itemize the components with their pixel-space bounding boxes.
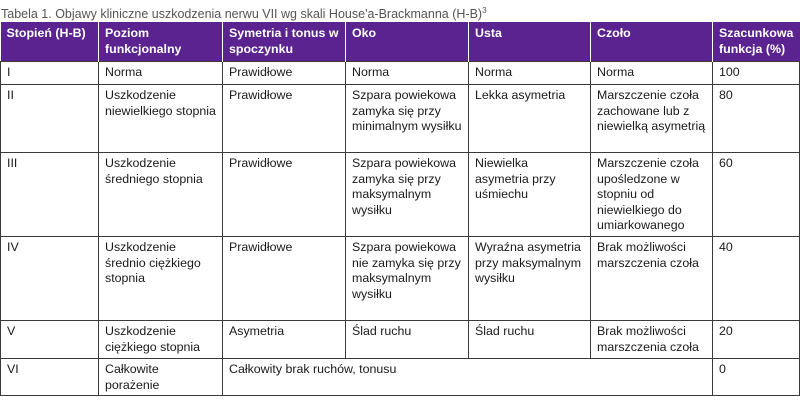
table-row <box>1 237 800 321</box>
cell-eye: Ślad ruchu <box>346 321 469 359</box>
caption-text: Tabela 1. Objawy kliniczne uszkodzenia nerwu VII wg skali House'a-Brackmanna (H-B) <box>1 7 483 21</box>
table-row <box>1 85 800 153</box>
caption-reference: 3 <box>482 6 487 15</box>
table-row <box>1 359 800 396</box>
cell-symmetry-tone: Prawidłowe <box>223 62 346 85</box>
cell-mouth: Norma <box>469 62 591 85</box>
cell-functional-level: Uszkodzenie średnio ciężkiego stopnia <box>99 237 223 321</box>
cell-eye: Norma <box>346 62 469 85</box>
cell-grade: IV <box>1 237 99 321</box>
header-symmetry-tone: Symetria i tonus w spoczynku <box>223 22 346 62</box>
cell-symmetry-tone: Prawidłowe <box>223 237 346 321</box>
cell-symmetry-tone: Asymetria <box>223 321 346 359</box>
header-mouth: Usta <box>469 22 591 62</box>
cell-merged-description: Całkowity brak ruchów, tonusu <box>223 359 713 396</box>
cell-estimated-function: 100 <box>713 62 800 85</box>
header-functional-level: Poziom funkcjonalny <box>99 22 223 62</box>
cell-functional-level: Całkowite porażenie <box>99 359 223 396</box>
cell-functional-level: Uszkodzenie ciężkiego stopnia <box>99 321 223 359</box>
table-row <box>1 153 800 237</box>
header-eye: Oko <box>346 22 469 62</box>
cell-estimated-function: 80 <box>713 85 800 153</box>
table-row <box>1 321 800 359</box>
cell-mouth: Niewielka asymetria przy uśmiechu <box>469 153 591 237</box>
header-row <box>1 22 800 62</box>
cell-estimated-function: 20 <box>713 321 800 359</box>
cell-grade: I <box>1 62 99 85</box>
table-caption <box>0 0 800 22</box>
cell-estimated-function: 0 <box>713 359 800 396</box>
cell-mouth: Ślad ruchu <box>469 321 591 359</box>
cell-symmetry-tone: Prawidłowe <box>223 85 346 153</box>
cell-forehead: Brak możliwości marszczenia czoła <box>591 321 713 359</box>
cell-eye: Szpara powiekowa zamyka się przy minimalnym wysiłku <box>346 85 469 153</box>
cell-grade: VI <box>1 359 99 396</box>
cell-grade: II <box>1 85 99 153</box>
house-brackmann-table <box>0 22 800 396</box>
header-forehead: Czoło <box>591 22 713 62</box>
cell-forehead: Norma <box>591 62 713 85</box>
cell-eye: Szpara powiekowa nie zamyka się przy maksymalnym wysiłku <box>346 237 469 321</box>
cell-functional-level: Norma <box>99 62 223 85</box>
cell-grade: V <box>1 321 99 359</box>
cell-eye: Szpara powiekowa zamyka się przy maksymalnym wysiłku <box>346 153 469 237</box>
cell-forehead: Marszczenie czoła zachowane lub z niewielką asymetrią <box>591 85 713 153</box>
cell-estimated-function: 40 <box>713 237 800 321</box>
cell-symmetry-tone: Prawidłowe <box>223 153 346 237</box>
header-grade: Stopień (H-B) <box>1 22 99 62</box>
cell-forehead: Brak możliwości marszczenia czoła <box>591 237 713 321</box>
table-row <box>1 62 800 85</box>
cell-functional-level: Uszkodzenie średniego stopnia <box>99 153 223 237</box>
cell-mouth: Lekka asymetria <box>469 85 591 153</box>
cell-forehead: Marszczenie czoła upośledzone w stopniu od niewielkiego do umiarkowanego <box>591 153 713 237</box>
cell-mouth: Wyraźna asymetria przy maksymalnym wysiłku <box>469 237 591 321</box>
cell-functional-level: Uszkodzenie niewielkiego stopnia <box>99 85 223 153</box>
cell-estimated-function: 60 <box>713 153 800 237</box>
cell-grade: III <box>1 153 99 237</box>
header-estimated-function: Szacunkowa funkcja (%) <box>713 22 800 62</box>
